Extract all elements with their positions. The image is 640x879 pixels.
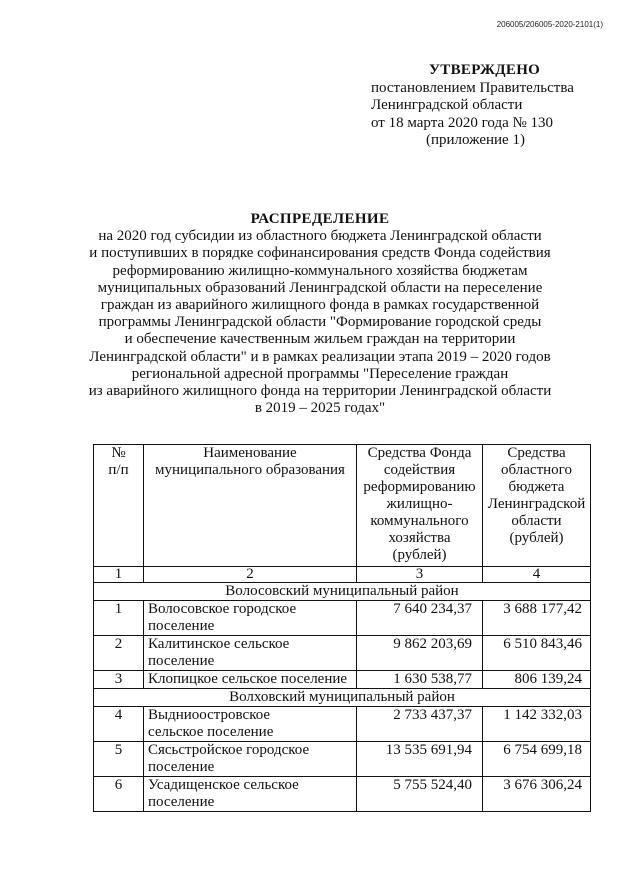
municipality-name-line: Усадищенское сельское bbox=[148, 777, 299, 793]
header-text: (рублей) bbox=[509, 530, 564, 546]
municipality-name-line: поселение bbox=[148, 759, 215, 775]
table-header-row bbox=[94, 445, 591, 567]
table-row bbox=[94, 707, 591, 742]
title-line: муниципальных образований Ленинградской области на переселение bbox=[97, 279, 543, 296]
table-row bbox=[94, 636, 591, 671]
row-number: 5 bbox=[94, 742, 144, 777]
fund-amount: 9 862 203,69 bbox=[357, 636, 483, 671]
title-line: в 2019 – 2025 годах" bbox=[254, 400, 386, 417]
region-amount: 1 142 332,03 bbox=[483, 707, 591, 742]
region-amount: 6 754 699,18 bbox=[483, 742, 591, 777]
approval-heading: УТВЕРЖДЕНО bbox=[429, 62, 541, 78]
municipality-name-line: поселение bbox=[148, 653, 215, 669]
municipality-name-line: Калитинское сельское bbox=[148, 636, 290, 652]
municipality-name-line: Сясьстройское городское bbox=[148, 742, 310, 758]
region-amount: 3 688 177,42 bbox=[483, 601, 591, 636]
fund-amount: 7 640 234,37 bbox=[357, 601, 483, 636]
fund-amount: 2 733 437,37 bbox=[357, 707, 483, 742]
row-number: 4 bbox=[94, 707, 144, 742]
table-row bbox=[94, 777, 591, 812]
table-row bbox=[94, 601, 591, 636]
title-line: из аварийного жилищного фонда на территории Ленинградской области bbox=[88, 383, 552, 400]
municipality-name bbox=[144, 671, 357, 689]
row-number: 2 bbox=[94, 636, 144, 671]
header-text: жилищно- bbox=[386, 496, 453, 512]
column-number: 1 bbox=[94, 567, 144, 583]
title-line: программы Ленинградской области "Формирование городской среды bbox=[98, 314, 542, 331]
approval-annex: (приложение 1) bbox=[426, 132, 525, 148]
title-line: и обеспечение качественным жильем граждан на территории bbox=[124, 331, 516, 348]
column-number: 2 bbox=[144, 567, 357, 583]
table-row bbox=[94, 671, 591, 689]
header-text: содействия bbox=[383, 462, 456, 478]
header-text: хозяйства bbox=[388, 530, 451, 546]
header-text: муниципального образования bbox=[155, 462, 345, 478]
header-text: бюджета bbox=[508, 479, 565, 495]
header-fund bbox=[357, 445, 483, 567]
municipality-name-line: Волосовское городское bbox=[148, 601, 297, 617]
district-name: Волосовский муниципальный район bbox=[94, 583, 591, 601]
title-line: региональной адресной программы "Переселение граждан bbox=[131, 365, 509, 382]
row-number: 1 bbox=[94, 601, 144, 636]
header-text: коммунального bbox=[370, 513, 469, 529]
header-text: реформированию bbox=[363, 479, 476, 495]
document-title bbox=[60, 211, 580, 417]
column-number: 3 bbox=[357, 567, 483, 583]
district-name: Волховский муниципальный район bbox=[94, 689, 591, 707]
row-number: 6 bbox=[94, 777, 144, 812]
header-text: Средства bbox=[507, 445, 566, 461]
district-row bbox=[94, 583, 591, 601]
title-line: Ленинградской области" и в рамках реализации этапа 2019 – 2020 годов bbox=[89, 348, 551, 365]
column-number-row bbox=[94, 567, 591, 583]
district-row bbox=[94, 689, 591, 707]
region-amount: 806 139,24 bbox=[483, 671, 591, 689]
municipality-name-line: Клопицкое сельское поселение bbox=[148, 671, 348, 687]
approval-line: Ленинградской области bbox=[371, 97, 523, 113]
municipality-name bbox=[144, 636, 357, 671]
header-text: (рублей) bbox=[392, 547, 447, 563]
municipality-name-line: поселение bbox=[148, 794, 215, 810]
row-number: 3 bbox=[94, 671, 144, 689]
region-amount: 3 676 306,24 bbox=[483, 777, 591, 812]
distribution-table bbox=[93, 444, 591, 812]
fund-amount: 13 535 691,94 bbox=[357, 742, 483, 777]
header-num bbox=[94, 445, 144, 567]
header-text: Ленинградской bbox=[487, 496, 586, 512]
header-region bbox=[483, 445, 591, 567]
header-text: Наименование bbox=[203, 445, 297, 461]
approval-stamp bbox=[371, 62, 611, 150]
document-id: 206005/206005-2020-2101(1) bbox=[496, 20, 603, 29]
approval-line: от 18 марта 2020 года № 130 bbox=[371, 114, 554, 131]
municipality-name-line: Выдниоостровское bbox=[148, 707, 271, 723]
approval-line: постановлением Правительства bbox=[371, 79, 574, 96]
column-number: 4 bbox=[483, 567, 591, 583]
title-line: граждан из аварийного жилищного фонда в рамках государственной bbox=[100, 297, 540, 314]
municipality-name-line: поселение bbox=[148, 618, 215, 634]
header-text: Средства Фонда bbox=[367, 445, 472, 461]
table-row bbox=[94, 742, 591, 777]
title-line: реформированию жилищно-коммунального хозяйства бюджетам bbox=[112, 262, 528, 279]
municipality-name-line: сельское поселение bbox=[148, 724, 274, 740]
header-text: области bbox=[511, 513, 562, 529]
municipality-name bbox=[144, 707, 357, 742]
region-amount: 6 510 843,46 bbox=[483, 636, 591, 671]
header-name bbox=[144, 445, 357, 567]
header-text: областного bbox=[501, 462, 572, 478]
municipality-name bbox=[144, 777, 357, 812]
title-line: на 2020 год субсидии из областного бюджета Ленинградской области bbox=[98, 228, 542, 245]
fund-amount: 5 755 524,40 bbox=[357, 777, 483, 812]
fund-amount: 1 630 538,77 bbox=[357, 671, 483, 689]
title-heading: РАСПРЕДЕЛЕНИЕ bbox=[250, 211, 390, 227]
title-line: и поступивших в порядке софинансирования средств Фонда содействия bbox=[89, 245, 551, 262]
municipality-name bbox=[144, 601, 357, 636]
header-text: № bbox=[111, 445, 126, 461]
header-text: п/п bbox=[108, 462, 129, 478]
municipality-name bbox=[144, 742, 357, 777]
